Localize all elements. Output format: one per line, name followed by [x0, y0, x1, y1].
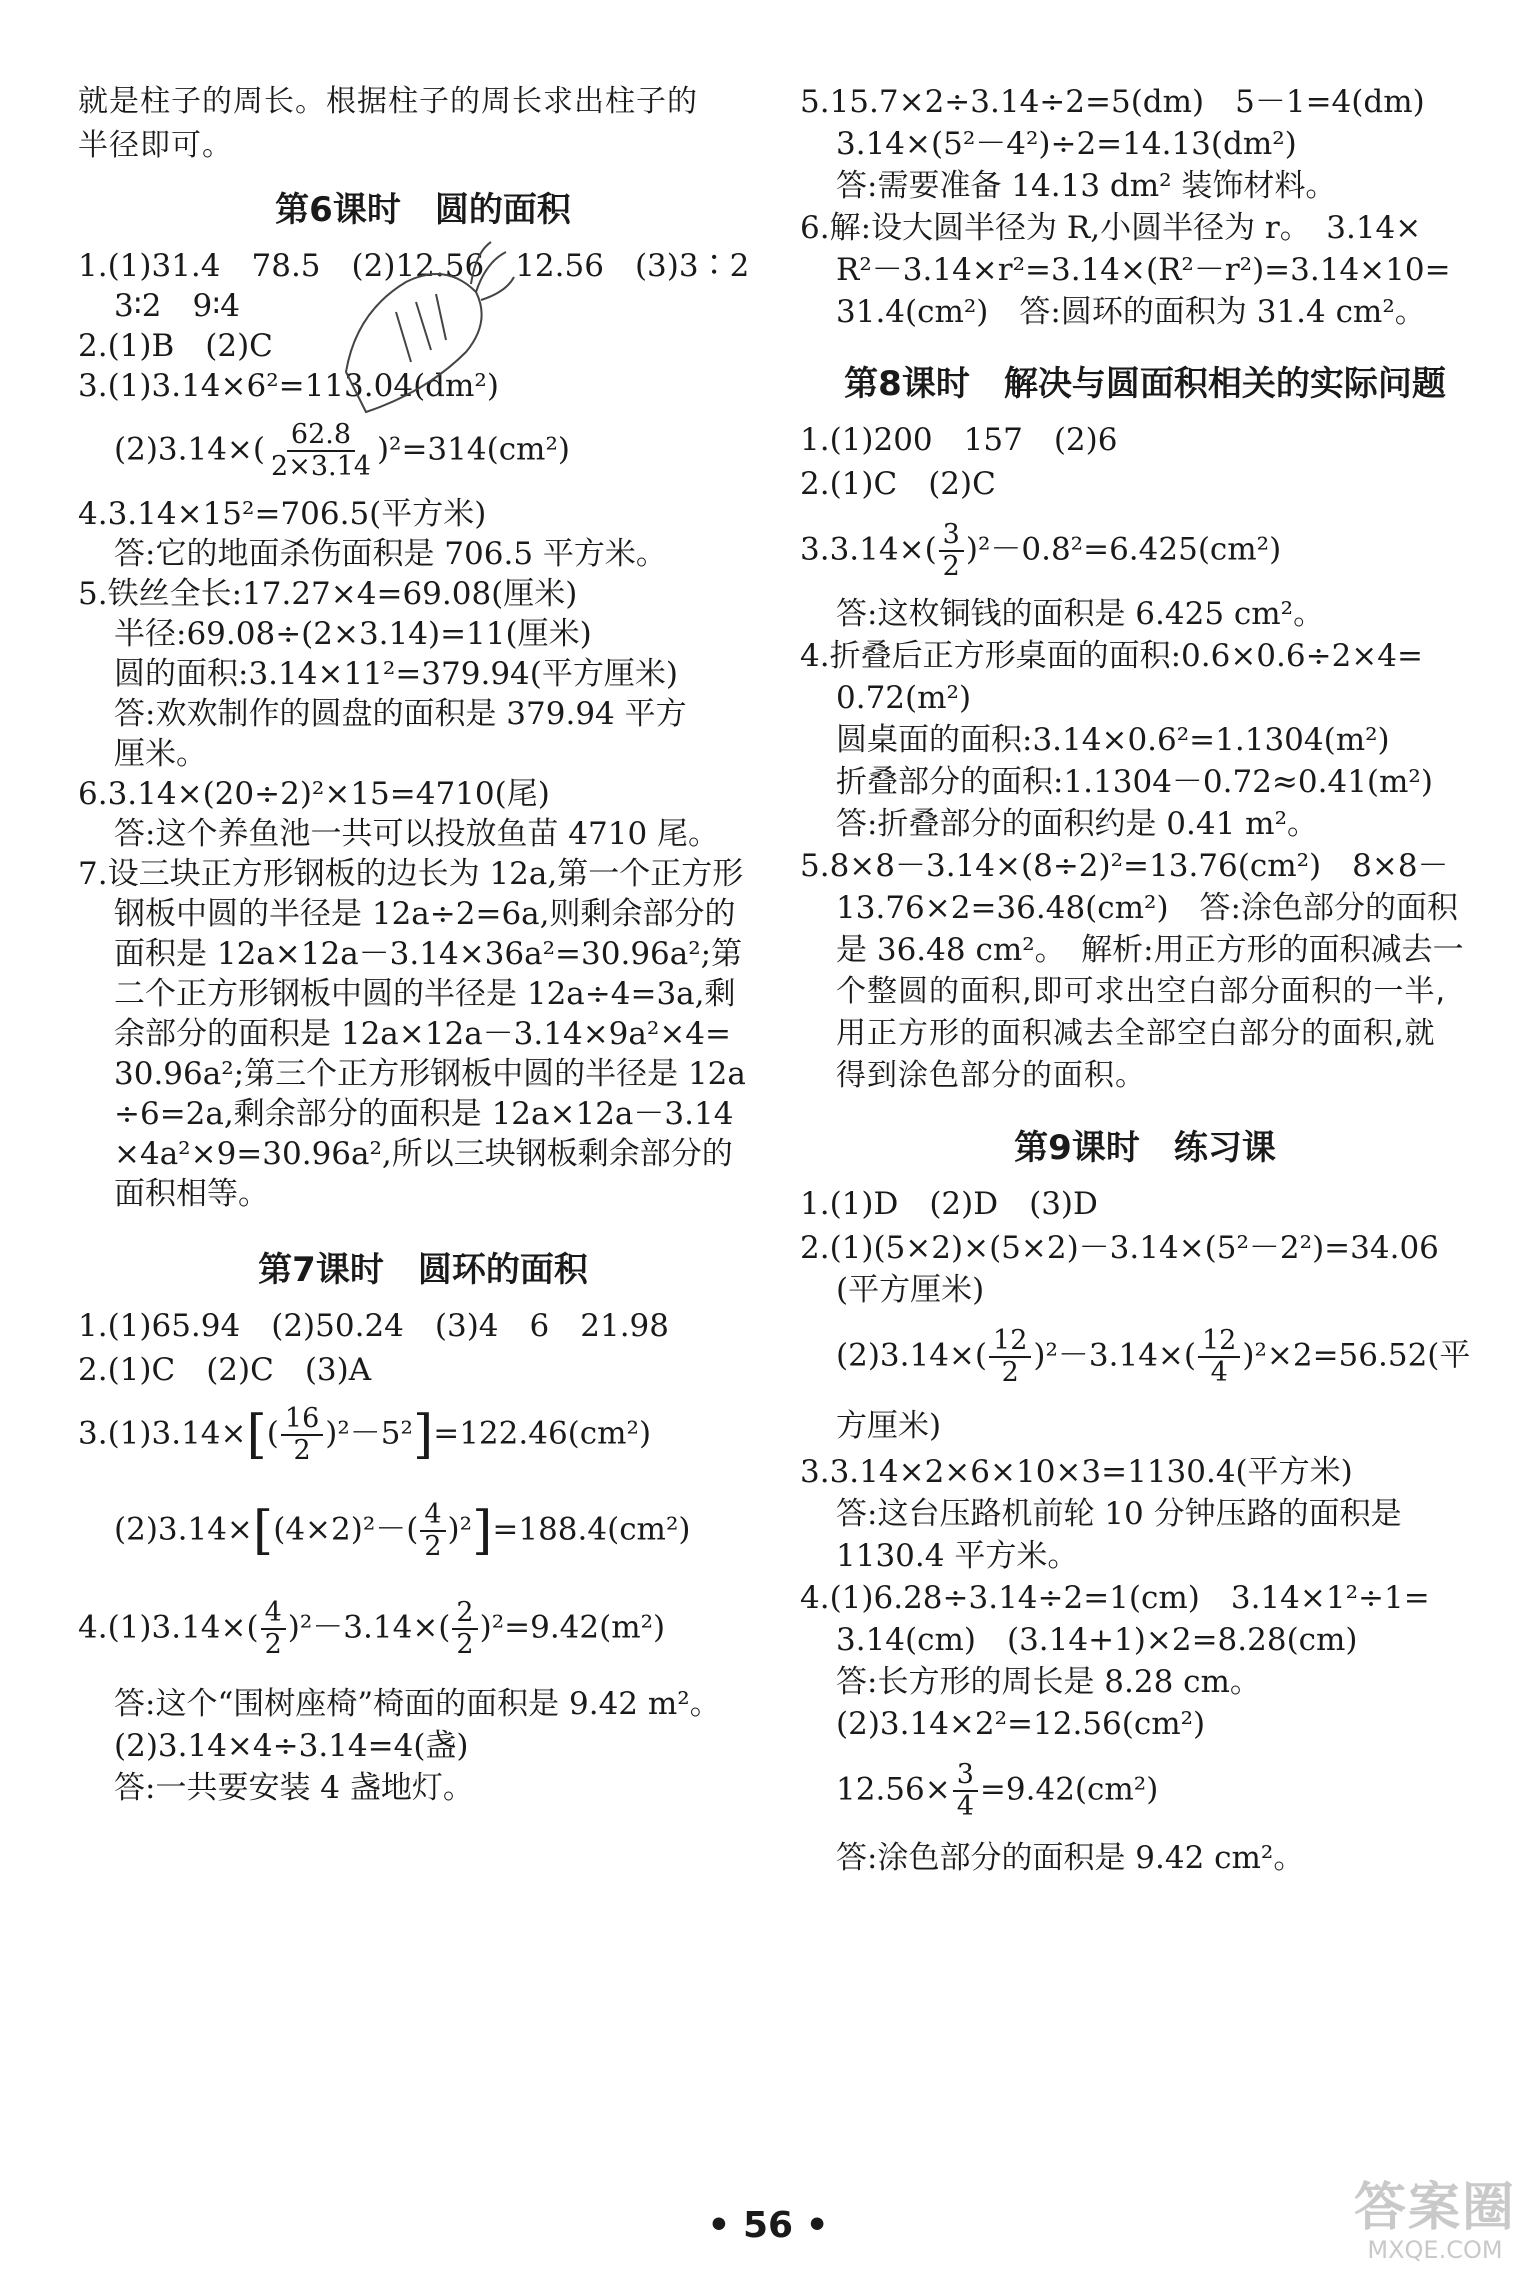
answer-line: 答:这个“围树座椅”椅面的面积是 9.42 m²。 [114, 1686, 721, 1722]
answer-line: 4.3.14×15²=706.5(平方米) [78, 496, 487, 532]
watermark-logo-text: 答案圈 [1353, 2178, 1516, 2238]
expr-part: (4×2)²－( [273, 1511, 419, 1548]
answer-line: 面积是 12a×12a－3.14×36a²=30.96a²;第 [114, 936, 743, 972]
answer-line: 答:这个养鱼池一共可以投放鱼苗 4710 尾。 [114, 816, 720, 852]
answer-line: 6.解:设大圆半径为 R,小圆半径为 r。 3.14× [800, 210, 1422, 246]
answer-line: 6.3.14×(20÷2)²×15=4710(尾) [78, 776, 550, 812]
answer-line: ×4a²×9=30.96a²,所以三块钢板剩余部分的 [114, 1136, 733, 1172]
denominator: 2 [264, 1629, 282, 1660]
expr-part: )²－3.14×( [1033, 1337, 1196, 1374]
answer-line: 2.(1)(5×2)×(5×2)－3.14×(5²－2²)=34.06 [800, 1230, 1439, 1266]
answer-line: 5.8×8－3.14×(8÷2)²=13.76(cm²) 8×8－ [800, 848, 1449, 884]
answer-line: 2.(1)C (2)C [800, 466, 996, 502]
answer-line: 半径:69.08÷(2×3.14)=11(厘米) [114, 616, 592, 652]
answer-line: 2.(1)C (2)C (3)A [78, 1352, 372, 1388]
answer-line: 4.折叠后正方形桌面的面积:0.6×0.6÷2×4= [800, 638, 1423, 674]
answer-line: 面积相等。 [114, 1176, 269, 1212]
answer-line: 圆桌面的面积:3.14×0.6²=1.1304(m²) [836, 722, 1390, 758]
fraction [420, 1500, 445, 1562]
answer-line: 0.72(m²) [836, 680, 972, 716]
numerator: 12 [989, 1326, 1031, 1358]
answer-line: 圆的面积:3.14×11²=379.94(平方厘米) [114, 656, 678, 692]
answer-line: 厘米。 [114, 736, 207, 772]
denominator: 2 [456, 1629, 474, 1660]
bracket: ] [412, 1405, 434, 1465]
answer-line: 1.(1)31.4 78.5 (2)12.56 12.56 (3)3∶2 [78, 248, 750, 284]
answer-line: 答:它的地面杀伤面积是 706.5 平方米。 [114, 536, 667, 572]
fraction [1198, 1326, 1240, 1388]
numerator: 2 [452, 1598, 477, 1630]
answer-line: ÷6=2a,剩余部分的面积是 12a×12a－3.14 [114, 1096, 734, 1132]
answer-line: 1.(1)D (2)D (3)D [800, 1186, 1098, 1222]
expr-part: (2)3.14×( [114, 431, 266, 468]
answer-line: 余部分的面积是 12a×12a－3.14×9a²×4= [114, 1016, 731, 1052]
answer-line-fraction [114, 1500, 690, 1562]
answer-line: 5.15.7×2÷3.14÷2=5(dm) 5－1=4(dm) [800, 84, 1425, 120]
answer-line: 答:长方形的周长是 8.28 cm。 [836, 1664, 1261, 1700]
denominator: 2 [424, 1531, 442, 1562]
answer-line: 2.(1)B (2)C [78, 328, 273, 364]
answer-line: 用正方形的面积减去全部空白部分的面积,就 [836, 1016, 1436, 1051]
answer-line: 钢板中圆的半径是 12a÷2=6a,则剩余部分的 [114, 896, 736, 932]
fraction [989, 1326, 1031, 1388]
expr-part: )²－5² [325, 1415, 413, 1452]
answer-line-fraction [78, 1598, 665, 1660]
expr-part: (2)3.14× [114, 1511, 253, 1548]
denominator: 2×3.14 [271, 451, 371, 482]
numerator: 3 [953, 1760, 978, 1792]
answer-line: 答:涂色部分的面积是 9.42 cm²。 [836, 1840, 1305, 1876]
denominator: 2 [942, 551, 960, 582]
fraction [261, 1598, 286, 1660]
bracket: ] [472, 1501, 493, 1561]
expr-part: 4.(1)3.14×( [78, 1609, 259, 1646]
section-title-8: 第8课时 解决与圆面积相关的实际问题 [844, 364, 1446, 404]
denominator: 4 [956, 1791, 974, 1822]
section-title-6: 第6课时 圆的面积 [275, 190, 571, 230]
answer-line: 1.(1)65.94 (2)50.24 (3)4 6 21.98 [78, 1308, 669, 1344]
expr-part: )² [447, 1511, 473, 1548]
expr-part: )²=9.42(m²) [479, 1609, 666, 1646]
answer-line: 二个正方形钢板中圆的半径是 12a÷4=3a,剩 [114, 976, 736, 1012]
fraction [452, 1598, 477, 1660]
expr-part: 12.56× [836, 1771, 951, 1808]
intro-line: 就是柱子的周长。根据柱子的周长求出柱子的 [78, 84, 698, 119]
answer-line: 1.(1)200 157 (2)6 [800, 422, 1118, 458]
answer-line: 4.(1)6.28÷3.14÷2=1(cm) 3.14×1²÷1= [800, 1580, 1430, 1616]
answer-line: 3.14×(5²－4²)÷2=14.13(dm²) [836, 126, 1297, 162]
answer-line: 个整圆的面积,即可求出空白部分面积的一半, [836, 974, 1447, 1009]
fraction [953, 1760, 978, 1822]
answer-line-fraction: 3.(1)3.14×[( $\frac{16}{2}$ )²－5²]=122.46(cm²) [78, 1403, 652, 1466]
answer-line: 3∶2 9∶4 [114, 288, 241, 324]
pencil-sketch-icon [326, 222, 516, 422]
answer-line-fraction [836, 1760, 1158, 1822]
expr-part: )²=314(cm²) [376, 431, 570, 468]
answer-line: 1130.4 平方米。 [836, 1538, 1079, 1574]
section-title-7: 第7课时 圆环的面积 [258, 1250, 588, 1290]
denominator: 2 [1001, 1357, 1019, 1388]
answer-line: 是 36.48 cm²。 解析:用正方形的面积减去一 [836, 932, 1464, 968]
answer-line: 答:欢欢制作的圆盘的面积是 379.94 平方 [114, 696, 687, 732]
page-number: • 56 • [707, 2205, 829, 2246]
bracket: [ [252, 1501, 274, 1561]
answer-line: 得到涂色部分的面积。 [836, 1058, 1146, 1093]
answer-line: 7.设三块正方形钢板的边长为 12a,第一个正方形 [78, 856, 744, 892]
answer-line: 3.14(cm) (3.14+1)×2=8.28(cm) [836, 1622, 1358, 1658]
answer-line: 方厘米) [836, 1408, 942, 1444]
answer-line: 答:这枚铜钱的面积是 6.425 cm²。 [836, 596, 1325, 632]
answer-line: 答:一共要安装 4 盏地灯。 [114, 1770, 474, 1806]
answer-line: R²－3.14×r²=3.14×(R²－r²)=3.14×10= [836, 252, 1451, 288]
numerator: 12 [1198, 1326, 1240, 1358]
numerator: 62.8 [287, 420, 355, 452]
fraction [281, 1404, 323, 1466]
answer-line: 13.76×2=36.48(cm²) 答:涂色部分的面积 [836, 890, 1458, 926]
answer-line: (2)3.14×4÷3.14=4(盏) [114, 1728, 469, 1764]
numerator: 3 [939, 520, 964, 552]
fraction [267, 420, 375, 482]
intro-line: 半径即可。 [78, 128, 233, 163]
answer-line: 31.4(cm²) 答:圆环的面积为 31.4 cm²。 [836, 294, 1426, 330]
fraction [939, 520, 964, 582]
expr-part: )²×2=56.52(平 [1242, 1337, 1471, 1374]
answer-line: (平方厘米) [836, 1272, 985, 1308]
bracket: [ [246, 1405, 267, 1465]
answer-line: (2)3.14×2²=12.56(cm²) [836, 1706, 1206, 1742]
numerator: 16 [281, 1404, 323, 1436]
answer-line: 3.3.14×2×6×10×3=1130.4(平方米) [800, 1454, 1353, 1490]
numerator: 4 [261, 1598, 286, 1630]
numerator: 4 [420, 1500, 445, 1532]
answer-line-fraction [800, 520, 1281, 582]
section-title-9: 第9课时 练习课 [1014, 1128, 1276, 1168]
answer-line: 30.96a²;第三个正方形钢板中圆的半径是 12a [114, 1056, 746, 1092]
expr-part: )²－0.8²=6.425(cm²) [965, 531, 1282, 568]
expr-part: 3.(1)3.14× [78, 1415, 247, 1452]
expr-part: 3.3.14×( [800, 531, 937, 568]
expr-part: =9.42(cm²) [979, 1771, 1159, 1808]
answer-line-fraction [114, 420, 570, 482]
answer-line-fraction [836, 1326, 1470, 1388]
answer-line: 折叠部分的面积:1.1304－0.72≈0.41(m²) [836, 764, 1433, 800]
watermark-url: MXQE.COM [1367, 2236, 1503, 2264]
answer-line: 答:折叠部分的面积约是 0.41 m²。 [836, 806, 1318, 842]
expr-part: )²－3.14×( [287, 1609, 451, 1646]
expr-part: =122.46(cm²) [433, 1415, 652, 1452]
answer-line: 5.铁丝全长:17.27×4=69.08(厘米) [78, 576, 578, 612]
answer-line: 答:需要准备 14.13 dm² 装饰材料。 [836, 168, 1337, 204]
denominator: 4 [1210, 1357, 1228, 1388]
expr-part: =188.4(cm²) [492, 1511, 691, 1548]
answer-line: 答:这台压路机前轮 10 分钟压路的面积是 [836, 1496, 1402, 1532]
expr-part: (2)3.14×( [836, 1337, 988, 1374]
watermark [1354, 2180, 1516, 2264]
answer-line: 3.(1)3.14×6²=113.04(dm²) [78, 368, 499, 404]
denominator: 2 [293, 1435, 311, 1466]
